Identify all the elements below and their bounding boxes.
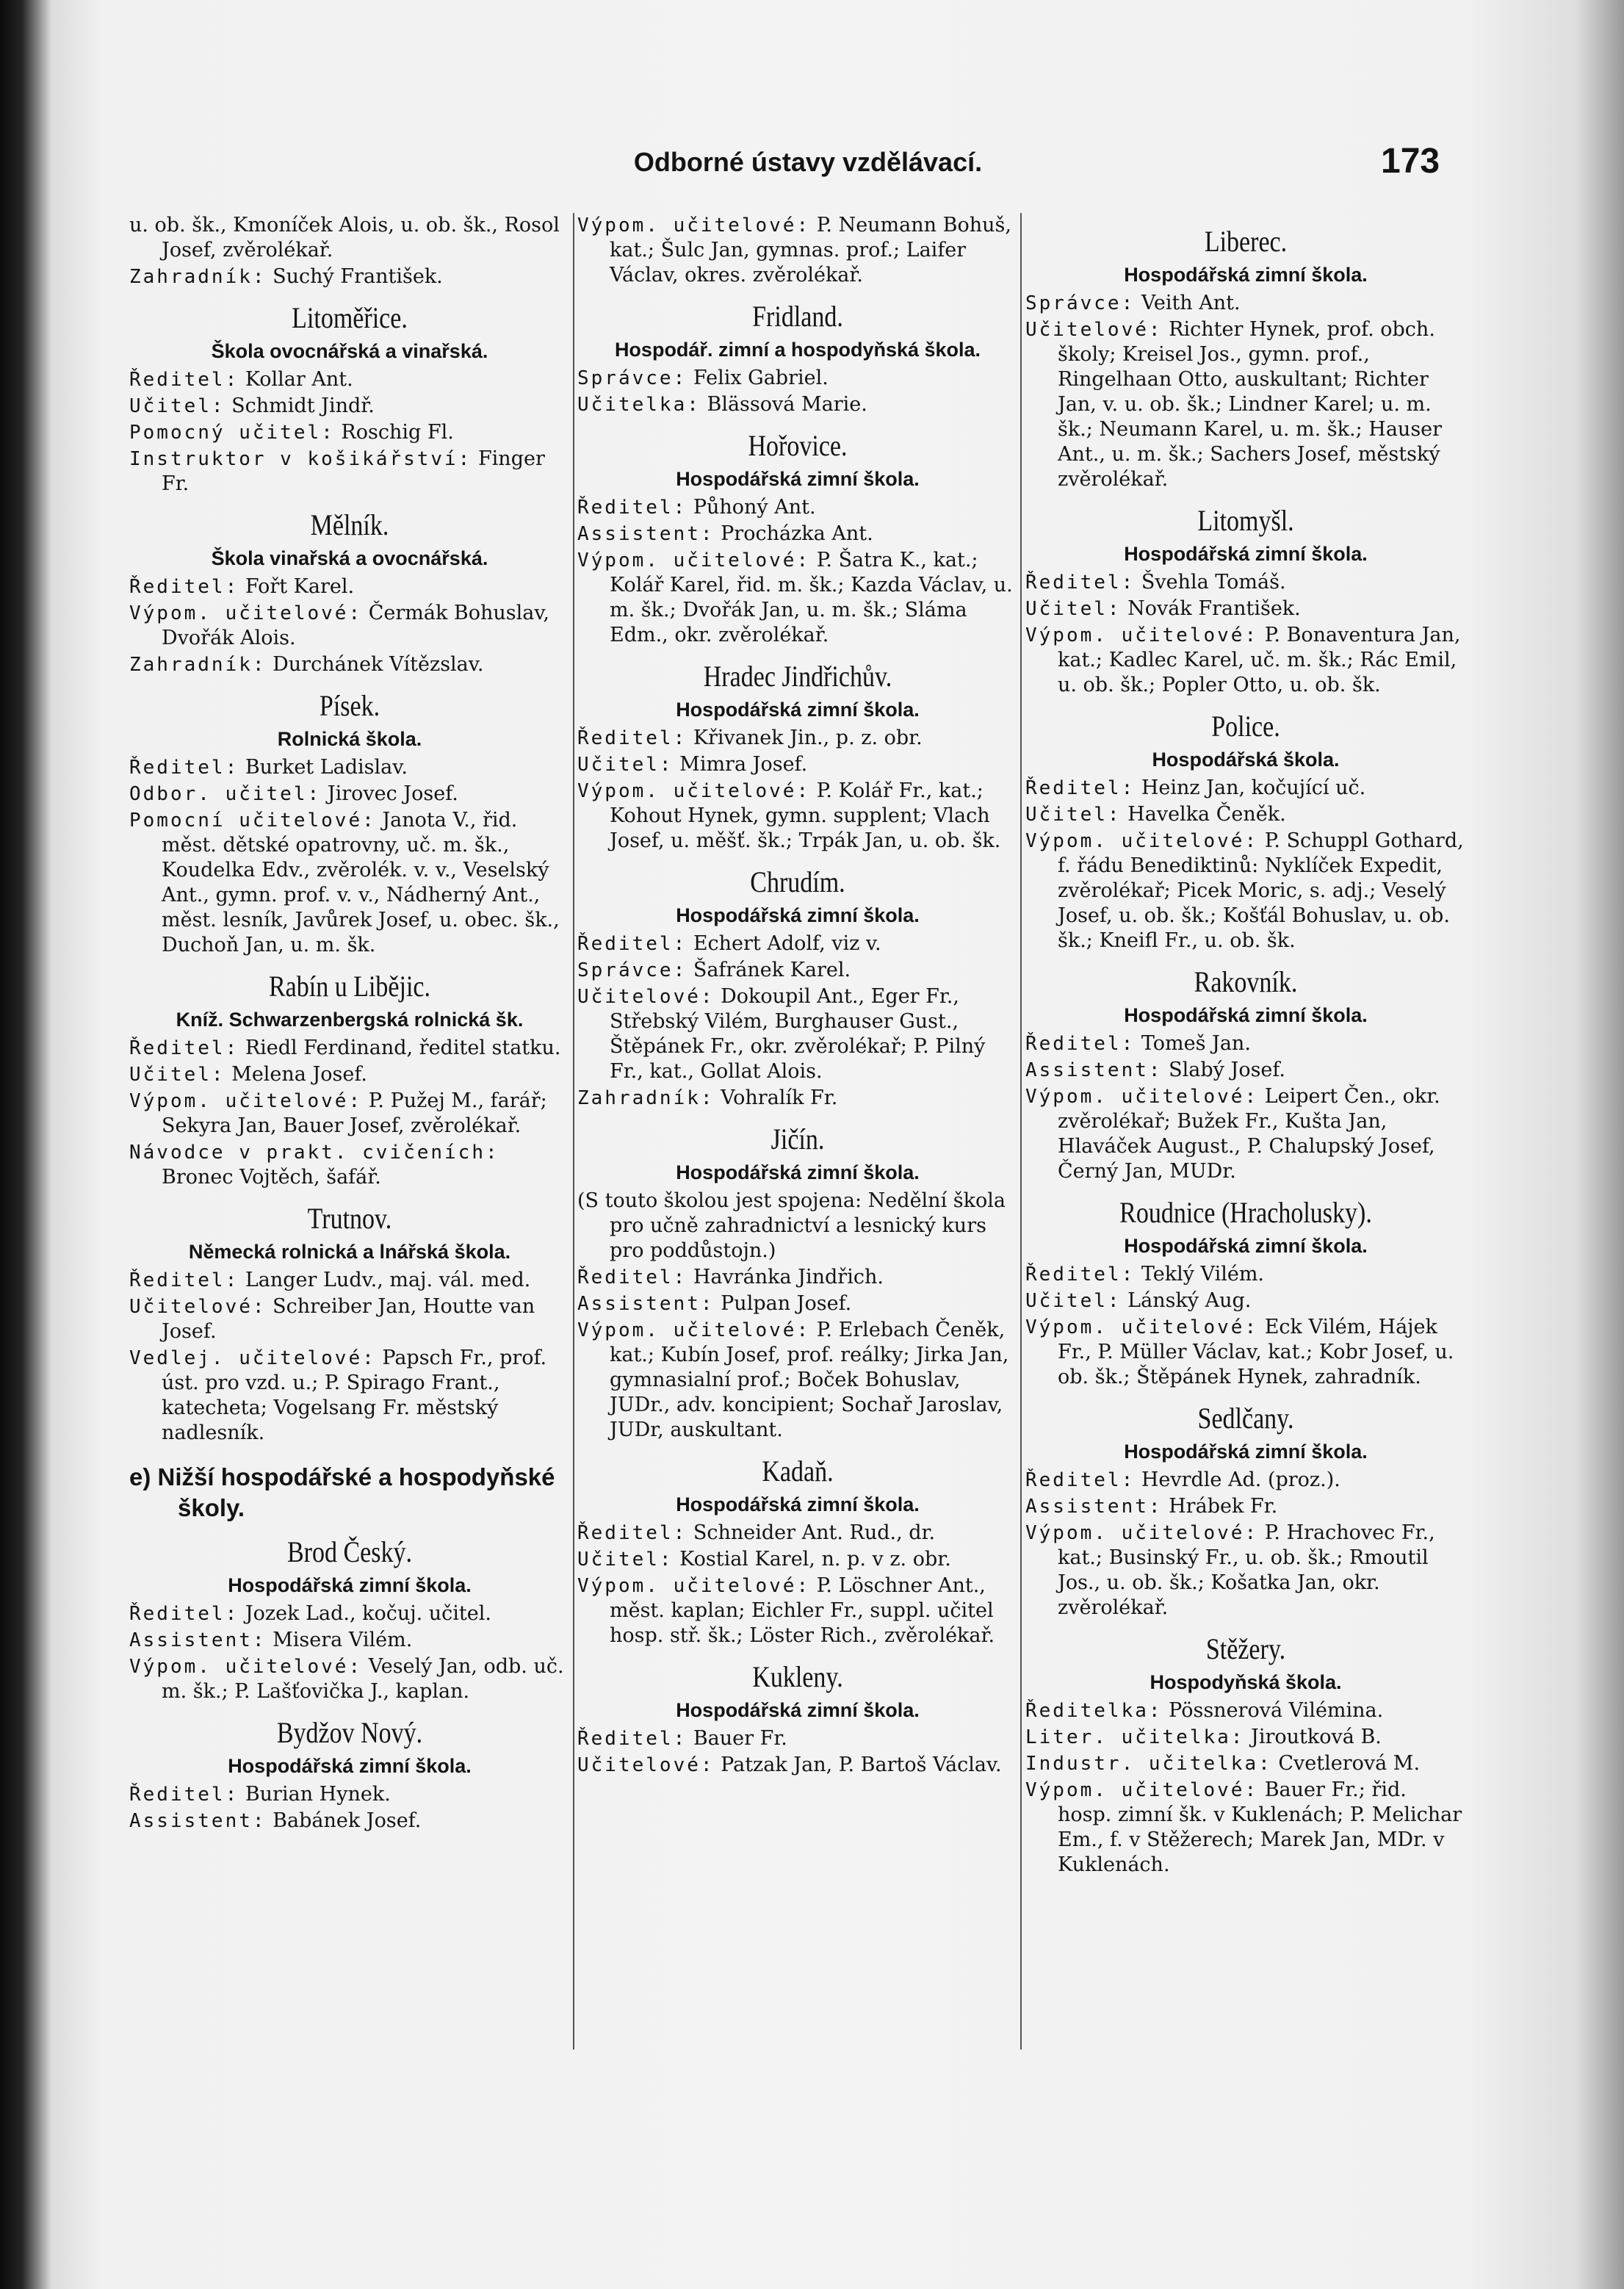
place-heading: Bydžov Nový. xyxy=(276,1716,423,1749)
staff-role: Učitel: xyxy=(577,754,674,776)
school-name: Hospodyňská škola. xyxy=(1150,1671,1342,1693)
place-heading: Rabín u Libějic. xyxy=(268,970,430,1003)
staff-entry xyxy=(1025,802,1466,827)
staff-names: Veith Ant. xyxy=(1141,292,1241,314)
staff-entry xyxy=(1025,570,1466,595)
staff-names: Čermák Bohuslav, Dvořák Alois. xyxy=(162,602,549,649)
staff-entry xyxy=(129,1140,570,1190)
school-name: Hospodářská zimní škola. xyxy=(676,904,920,926)
staff-names: Havelka Čeněk. xyxy=(1127,803,1286,826)
staff-names: P. Erlebach Čeněk, kat.; Kubín Josef, prof. reálky; Jirka Jan, gymnasialní prof.; Boček Bohuslav, JUDr., adv. koncipient; Sochař Jaroslav, JUDr, auskultant. xyxy=(610,1319,1009,1441)
staff-entry xyxy=(129,1601,570,1626)
place-heading: Roudnice (Hracholusky). xyxy=(1119,1196,1372,1229)
staff-names: Mimra Josef. xyxy=(679,753,808,776)
staff-names: Melena Josef. xyxy=(231,1063,368,1086)
staff-entry xyxy=(129,1809,570,1834)
staff-role: Výpom. učitelové: xyxy=(129,1656,363,1678)
column-1 xyxy=(129,213,570,1835)
staff-entry xyxy=(1025,623,1466,698)
staff-names: Tomeš Jan. xyxy=(1141,1032,1251,1055)
staff-entry xyxy=(1025,1262,1466,1287)
school-name: Hospodářská zimní škola. xyxy=(1124,1441,1368,1463)
staff-role: Výpom. učitelové: xyxy=(1025,1779,1259,1801)
staff-names: Fořt Karel. xyxy=(245,575,355,598)
running-header: Odborné ústavy vzdělávací. xyxy=(633,147,983,177)
staff-entry xyxy=(1025,1315,1466,1390)
staff-entry xyxy=(129,652,570,677)
staff-entry xyxy=(1025,1084,1466,1184)
staff-names: Cvetlerová M. xyxy=(1278,1752,1421,1775)
staff-entry xyxy=(1025,776,1466,801)
staff-names: P. Löschner Ant., měst. kaplan; Eichler Fr., suppl. učitel hosp. stř. šk.; Löster Rich., zvěrolékař. xyxy=(610,1574,995,1647)
staff-names: Šafránek Karel. xyxy=(693,959,851,981)
staff-names: u. ob. šk., Kmoníček Alois, u. ob. šk., Rosol Josef, zvěrolékař. xyxy=(129,214,560,262)
staff-names: Blässová Marie. xyxy=(707,393,867,416)
staff-role: Výpom. učitelové: xyxy=(577,780,811,802)
staff-role: Ředitel: xyxy=(577,1266,688,1288)
place-heading: Chrudím. xyxy=(750,865,845,898)
column-3 xyxy=(1025,213,1466,1879)
staff-entry xyxy=(1025,1031,1466,1056)
staff-entry xyxy=(577,1318,1018,1443)
staff-names: Veselý Jan, odb. uč. m. šk.; P. Lašťovička J., kaplan. xyxy=(162,1655,564,1703)
staff-role: Ředitel: xyxy=(577,497,688,519)
staff-role: Učitel: xyxy=(1025,804,1122,826)
place-heading: Litomyšl. xyxy=(1197,504,1294,537)
staff-role: Ředitel: xyxy=(577,1728,688,1750)
staff-role: Učitel: xyxy=(577,1549,674,1571)
school-name: Hospodářská zimní škola. xyxy=(1124,264,1368,286)
staff-role: Ředitel: xyxy=(1025,572,1136,594)
staff-names: Hrábek Fr. xyxy=(1169,1495,1278,1518)
staff-entry xyxy=(129,213,570,263)
staff-role: Assistent: xyxy=(577,523,715,545)
staff-entry xyxy=(129,755,570,780)
staff-role: Učitel: xyxy=(129,395,225,417)
staff-role: Učitel: xyxy=(1025,598,1122,620)
staff-names: Richter Hynek, prof. obch. školy; Kreisel Jos., gymn. prof., Ringelhaan Otto, auskultant; Richter Jan, v. u. ob. šk.; Lindner Karel; u. m. šk.; Neumann Karel, u. m. šk.; Hauser Ant., u. m. šk.; Sachers Josef, městský zvěrolékař. xyxy=(1058,318,1443,491)
staff-entry xyxy=(577,1086,1018,1111)
staff-role: Pomocný učitel: xyxy=(129,422,335,444)
staff-role: Učitelka: xyxy=(577,394,701,416)
staff-entry xyxy=(577,1521,1018,1546)
staff-entry xyxy=(129,1346,570,1446)
staff-role: Učitelové: xyxy=(577,986,715,1008)
staff-entry xyxy=(577,522,1018,547)
school-name: Škola ovocnářská a vinařská. xyxy=(211,340,488,362)
place-heading: Liberec. xyxy=(1204,225,1288,258)
place-heading: Hořovice. xyxy=(748,429,848,462)
staff-role: Správce: xyxy=(1025,292,1136,314)
staff-names: Bronec Vojtěch, šafář. xyxy=(162,1166,381,1189)
staff-role: Učitelové: xyxy=(129,1296,267,1318)
staff-role: Výpom. učitelové: xyxy=(1025,1086,1259,1108)
staff-role: Ředitel: xyxy=(129,1037,239,1059)
school-name: Rolnická škola. xyxy=(277,728,422,750)
staff-role: Assistent: xyxy=(129,1629,267,1651)
staff-names: Heinz Jan, kočující uč. xyxy=(1141,776,1366,799)
staff-entry xyxy=(577,984,1018,1084)
staff-role: Ředitel: xyxy=(577,1522,688,1544)
staff-entry xyxy=(129,601,570,651)
staff-role: Správce: xyxy=(577,959,688,981)
staff-names: Durchánek Vítězslav. xyxy=(273,653,484,676)
school-name: Hospodářská zimní škola. xyxy=(676,699,920,721)
staff-role: Ředitelka: xyxy=(1025,1700,1163,1722)
staff-role: Liter. učitelka: xyxy=(1025,1726,1245,1748)
staff-entry xyxy=(1025,317,1466,492)
staff-names: P. Kolář Fr., kat.; Kohout Hynek, gymn. supplent; Vlach Josef, u. měšť. šk.; Trpák Jan, u. ob. šk. xyxy=(610,779,1001,852)
staff-entry xyxy=(1025,1751,1466,1776)
place-heading: Písek. xyxy=(319,689,380,722)
staff-role: Ředitel: xyxy=(1025,1469,1136,1491)
staff-entry xyxy=(577,495,1018,520)
staff-names: Langer Ludv., maj. vál. med. xyxy=(245,1269,531,1291)
school-name: Hospodářská zimní škola. xyxy=(676,1161,920,1183)
staff-names: P. Šatra K., kat.; Kolář Karel, řid. m. šk.; Kazda Václav, u. m. šk.; Dvořák Jan, u. m. šk.; Sláma Edm., okr. zvěrolékař. xyxy=(610,549,1013,646)
place-heading: Litoměřice. xyxy=(292,301,408,334)
school-name: Škola vinařská a ovocnářská. xyxy=(211,547,488,569)
staff-role: Výpom. učitelové: xyxy=(129,1090,363,1112)
staff-entry xyxy=(1025,596,1466,621)
staff-names: Misera Vilém. xyxy=(273,1629,413,1651)
school-name: Hospodář. zimní a hospodyňská škola. xyxy=(614,339,981,361)
place-heading: Kadaň. xyxy=(762,1454,834,1488)
school-name: Hospodářská zimní škola. xyxy=(1124,543,1368,565)
staff-entry xyxy=(129,808,570,958)
staff-role: Ředitel: xyxy=(577,727,688,749)
staff-entry xyxy=(129,1036,570,1061)
place-heading: Hradec Jindřichův. xyxy=(703,660,892,693)
staff-role: Ředitel: xyxy=(577,933,688,955)
staff-entry xyxy=(129,1089,570,1139)
staff-role: Výpom. učitelové: xyxy=(1025,830,1259,852)
staff-names: Lánský Aug. xyxy=(1127,1289,1252,1312)
place-heading: Jičín. xyxy=(771,1122,825,1156)
staff-entry xyxy=(577,726,1018,751)
place-heading: Police. xyxy=(1211,710,1280,743)
column-2 xyxy=(577,213,1018,1779)
staff-names: Burian Hynek. xyxy=(245,1783,391,1806)
staff-role: Učitelové: xyxy=(1025,319,1163,341)
staff-names: Pössnerová Vilémina. xyxy=(1169,1699,1384,1722)
staff-entry xyxy=(1025,1058,1466,1083)
place-heading: Stěžery. xyxy=(1205,1632,1286,1665)
place-heading: Trutnov. xyxy=(307,1202,392,1235)
staff-names: Babánek Josef. xyxy=(273,1809,422,1832)
place-heading: Mělník. xyxy=(310,508,389,541)
section-heading: e) Nižší hospodářské a hospodyňské školy. xyxy=(129,1463,555,1521)
staff-entry xyxy=(577,366,1018,391)
staff-names: Jiroutková B. xyxy=(1251,1726,1382,1748)
staff-role: Výpom. učitelové: xyxy=(1025,1316,1259,1338)
staff-role: Assistent: xyxy=(129,1810,267,1832)
staff-role: Výpom. učitelové: xyxy=(1025,1522,1259,1544)
staff-role: Vedlej. učitelové: xyxy=(129,1347,376,1369)
school-name: Hospodářská zimní škola. xyxy=(1124,1004,1368,1026)
staff-names: P. Schuppl Gothard, f. řádu Benediktinů: Nyklíček Expedit, zvěrolékař; Picek Moric, s. adj.; Veselý Josef, u. ob. šk.; Košťál Bohuslav, u. ob. šk.; Kneifl Fr., u. ob. šk. xyxy=(1058,829,1464,952)
staff-role: Ředitel: xyxy=(1025,1264,1136,1286)
staff-entry xyxy=(1025,1288,1466,1313)
staff-entry xyxy=(1025,1468,1466,1493)
staff-entry xyxy=(129,420,570,445)
staff-names: Švehla Tomáš. xyxy=(1141,571,1286,594)
staff-names: Pulpan Josef. xyxy=(721,1292,852,1315)
staff-entry xyxy=(577,1574,1018,1648)
staff-role: Industr. učitelka: xyxy=(1025,1753,1272,1775)
staff-entry xyxy=(1025,829,1466,954)
staff-names: Roschig Fl. xyxy=(341,421,454,444)
school-name: Německá rolnická a lnářská škola. xyxy=(188,1241,511,1263)
staff-entry xyxy=(129,264,570,289)
staff-names: Dokoupil Ant., Eger Fr., Střebský Vilém, Burghauser Gust., Štěpánek Fr., okr. zvěrolékař; P. Pilný Fr., kat., Gollat Alois. xyxy=(610,985,986,1083)
page-number: 173 xyxy=(1381,142,1440,181)
staff-names: P. Pužej M., farář; Sekyra Jan, Bauer Josef, zvěrolékař. xyxy=(162,1089,547,1137)
staff-role: Ředitel: xyxy=(129,1784,239,1806)
staff-role: Instruktor v košikářství: xyxy=(129,448,472,470)
staff-role: Zahradník: xyxy=(129,266,267,288)
staff-names: Procházka Ant. xyxy=(721,522,873,545)
school-name: Hospodářská zimní škola. xyxy=(228,1755,472,1777)
school-name: Hospodářská zimní škola. xyxy=(676,468,920,490)
staff-entry xyxy=(577,958,1018,983)
staff-entry xyxy=(577,548,1018,648)
staff-role: Správce: xyxy=(577,367,688,389)
staff-names: Jirovec Josef. xyxy=(327,782,458,805)
staff-entry xyxy=(577,1726,1018,1751)
staff-entry xyxy=(129,1062,570,1087)
staff-names: Schmidt Jindř. xyxy=(231,394,375,417)
staff-entry xyxy=(129,394,570,419)
staff-entry xyxy=(577,213,1018,288)
staff-names: Teklý Vilém. xyxy=(1141,1263,1265,1286)
staff-entry xyxy=(1025,1521,1466,1621)
staff-names: Leipert Čen., okr. zvěrolékař; Bužek Fr., Kušta Jan, Hlaváček August., P. Chalupský Josef, Černý Jan, MUDr. xyxy=(1058,1085,1440,1183)
staff-role: Ředitel: xyxy=(129,576,239,598)
school-name: Hospodářská zimní škola. xyxy=(1124,1235,1368,1257)
staff-entry xyxy=(129,1268,570,1293)
staff-role: Ředitel: xyxy=(1025,1033,1136,1055)
staff-entry xyxy=(129,1294,570,1344)
staff-names: Schreiber Jan, Houtte van Josef. xyxy=(162,1295,535,1343)
column-divider xyxy=(1020,213,1022,2050)
staff-names: Kostial Karel, n. p. v z. obr. xyxy=(679,1548,951,1571)
staff-names: Felix Gabriel. xyxy=(693,367,829,389)
staff-role: Výpom. učitelové: xyxy=(577,1575,811,1597)
staff-role: Odbor. učitel: xyxy=(129,783,322,805)
place-heading: Brod Český. xyxy=(287,1535,412,1568)
staff-role: Návodce v prakt. cvičeních: xyxy=(129,1142,499,1164)
staff-role: Učitel: xyxy=(129,1064,225,1086)
staff-entry xyxy=(1025,1698,1466,1723)
staff-names: Janota V., řid. měst. dětské opatrovny, uč. m. šk., Koudelka Edv., zvěrolék. v. v., Veselský Ant., gymn. prof. v. v., Nádherný Ant., měst. lesník, Javůrek Josef, u. obec. šk., Duchoň Jan, u. m. šk. xyxy=(162,809,560,956)
staff-role: Ředitel: xyxy=(129,757,239,779)
place-heading: Sedlčany. xyxy=(1197,1402,1294,1435)
column-divider xyxy=(573,213,574,2050)
staff-names: Patzak Jan, P. Bartoš Václav. xyxy=(721,1753,1002,1776)
staff-names: Riedl Ferdinand, ředitel statku. xyxy=(245,1037,561,1059)
staff-entry xyxy=(577,779,1018,854)
staff-entry xyxy=(129,574,570,599)
staff-role: Výpom. učitelové: xyxy=(129,602,363,624)
staff-role: Assistent: xyxy=(577,1293,715,1315)
staff-entry xyxy=(129,447,570,497)
place-heading: Rakovník. xyxy=(1194,965,1298,998)
staff-role: Pomocní učitelové: xyxy=(129,810,376,832)
staff-names: Bauer Fr.; řid. hosp. zimní šk. v Kuklenách; P. Melichar Em., f. v Stěžerech; Marek Jan, MDr. v Kuklenách. xyxy=(1058,1778,1462,1876)
staff-entry xyxy=(577,1291,1018,1316)
staff-role: Ředitel: xyxy=(1025,777,1136,799)
staff-role: Zahradník: xyxy=(577,1087,715,1109)
staff-entry xyxy=(1025,1494,1466,1519)
staff-names: Eck Vilém, Hájek Fr., P. Müller Václav, kat.; Kobr Josef, u. ob. šk.; Štěpánek Hynek, zahradník. xyxy=(1058,1316,1454,1388)
staff-names: P. Neumann Bohuš, kat.; Šulc Jan, gymnas. prof.; Laifer Václav, okres. zvěrolékař. xyxy=(610,214,1011,286)
staff-entry xyxy=(577,931,1018,956)
staff-entry xyxy=(577,1189,1018,1264)
staff-names: P. Bonaventura Jan, kat.; Kadlec Karel, uč. m. šk.; Rác Emil, u. ob. šk.; Popler Otto, u. ob. šk. xyxy=(1058,624,1461,696)
staff-names: (S touto školou jest spojena: Nedělní škola pro učně zahradnictví a lesnický kurs pro poddůstojn.) xyxy=(577,1189,1006,1262)
staff-entry xyxy=(577,1753,1018,1778)
staff-names: Novák František. xyxy=(1127,597,1301,620)
staff-role: Assistent: xyxy=(1025,1059,1163,1081)
staff-names: Schneider Ant. Rud., dr. xyxy=(693,1521,936,1544)
staff-names: Bauer Fr. xyxy=(693,1727,787,1750)
staff-entry xyxy=(129,782,570,807)
staff-role: Výpom. učitelové: xyxy=(1025,624,1259,646)
staff-names: Suchý František. xyxy=(273,265,443,288)
school-name: Hospodářská zimní škola. xyxy=(676,1493,920,1515)
staff-entry xyxy=(577,392,1018,417)
staff-entry xyxy=(577,1547,1018,1572)
school-name: Kníž. Schwarzenbergská rolnická šk. xyxy=(176,1009,524,1031)
staff-entry xyxy=(1025,1725,1466,1750)
staff-entry xyxy=(129,1654,570,1704)
staff-entry xyxy=(129,1628,570,1653)
staff-names: Echert Adolf, viz v. xyxy=(693,932,881,955)
staff-names: Slabý Josef. xyxy=(1169,1059,1286,1081)
staff-role: Ředitel: xyxy=(129,1603,239,1625)
staff-names: Jozek Lad., kočuj. učitel. xyxy=(245,1602,491,1625)
staff-role: Učitelové: xyxy=(577,1754,715,1776)
staff-entry xyxy=(129,367,570,392)
staff-role: Učitel: xyxy=(1025,1290,1122,1312)
place-heading: Kukleny. xyxy=(752,1660,843,1693)
school-name: Hospodářská zimní škola. xyxy=(676,1699,920,1721)
staff-names: Vohralík Fr. xyxy=(721,1086,838,1109)
staff-names: Papsch Fr., prof. úst. pro vzd. u.; P. Spirago Frant., katecheta; Vogelsang Fr. městský nadlesník. xyxy=(162,1347,547,1444)
staff-role: Ředitel: xyxy=(129,369,239,391)
staff-entry xyxy=(1025,291,1466,316)
staff-entry xyxy=(577,752,1018,777)
staff-entry xyxy=(577,1265,1018,1290)
staff-role: Assistent: xyxy=(1025,1496,1163,1518)
staff-names: Burket Ladislav. xyxy=(245,756,408,779)
school-name: Hospodářská zimní škola. xyxy=(228,1574,472,1596)
staff-role: Výpom. učitelové: xyxy=(577,215,811,237)
staff-names: Půhoný Ant. xyxy=(693,496,816,519)
school-name: Hospodářská škola. xyxy=(1152,749,1340,771)
staff-names: Havránka Jindřich. xyxy=(693,1266,884,1288)
staff-entry xyxy=(129,1782,570,1807)
staff-names: Finger Fr. xyxy=(162,447,545,495)
staff-role: Zahradník: xyxy=(129,654,267,676)
staff-names: Křivanek Jin., p. z. obr. xyxy=(693,727,923,749)
place-heading: Fridland. xyxy=(752,300,843,333)
staff-role: Výpom. učitelové: xyxy=(577,1319,811,1341)
staff-names: Kollar Ant. xyxy=(245,368,353,391)
staff-entry xyxy=(1025,1778,1466,1878)
staff-role: Výpom. učitelové: xyxy=(577,549,811,572)
staff-names: Hevrdle Ad. (proz.). xyxy=(1141,1468,1340,1491)
staff-names: P. Hrachovec Fr., kat.; Businský Fr., u. ob. šk.; Rmoutil Jos., u. ob. šk.; Košatka Jan, okr. zvěrolékař. xyxy=(1058,1521,1435,1619)
staff-role: Ředitel: xyxy=(129,1269,239,1291)
